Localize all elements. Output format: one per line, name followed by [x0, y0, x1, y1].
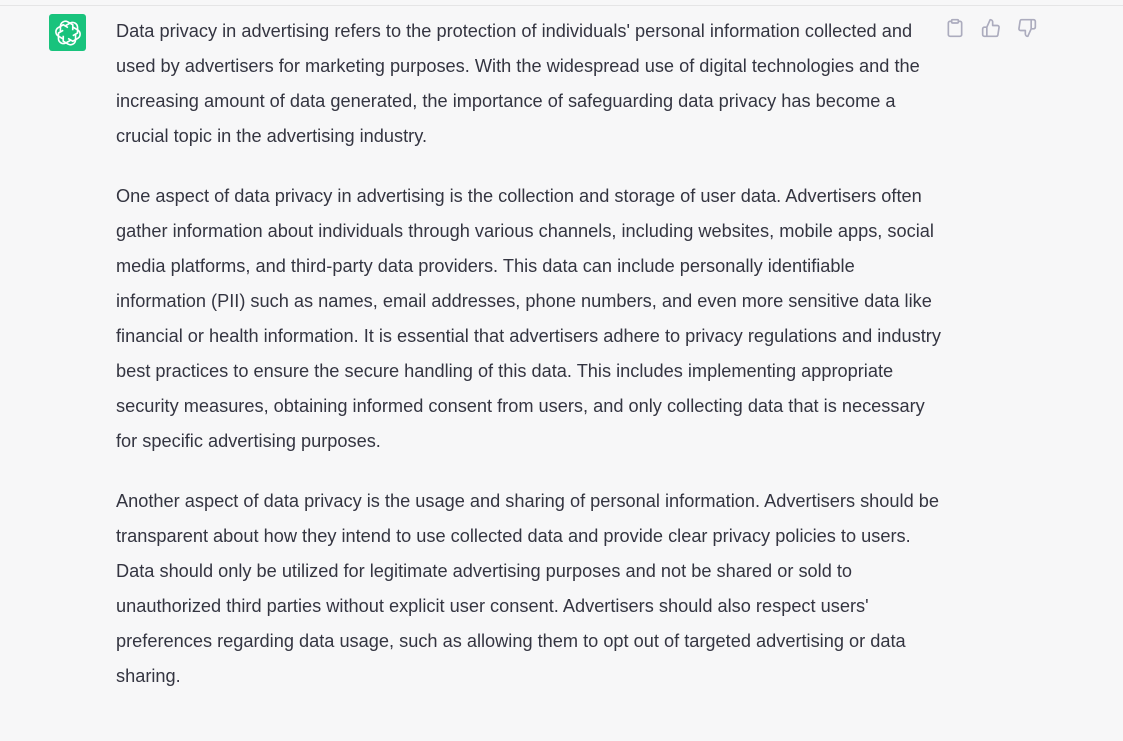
- copy-button[interactable]: [944, 16, 966, 40]
- thumbs-down-icon: [1017, 18, 1037, 38]
- thumbs-up-icon: [981, 18, 1001, 38]
- assistant-avatar: [49, 14, 86, 51]
- thumbs-up-button[interactable]: [980, 16, 1002, 40]
- thumbs-down-button[interactable]: [1016, 16, 1038, 40]
- clipboard-icon: [945, 18, 965, 38]
- message-actions: [944, 16, 1038, 40]
- message-paragraph-1: Data privacy in advertising refers to the protection of individuals' personal information collected and used by advertisers for marketing purposes. With the widespread use of digital technologies and the increasing amount of data generated, the importance of safeguarding data privacy has become a crucial topic in the advertising industry.: [116, 21, 920, 146]
- openai-logo-icon: [55, 20, 81, 46]
- assistant-message: [116, 14, 941, 719]
- message-top-border: [0, 5, 1123, 6]
- message-paragraph-3: Another aspect of data privacy is the usage and sharing of personal information. Advertisers should be transparent about how they intend to use collected data and provide clear privacy policies to users. Data should only be utilized for legitimate advertising purposes and not be shared or sold to unauthorized third parties without explicit user consent. Advertisers should also respect users' preferences regarding data usage, such as allowing them to opt out of targeted advertising or data sharing.: [116, 491, 939, 686]
- message-paragraph-2: One aspect of data privacy in advertising is the collection and storage of user data. Advertisers often gather information about individuals through various channels, including websites, mobile apps, social media platforms, and third-party data providers. This data can include personally identifiable information (PII) such as names, email addresses, phone numbers, and even more sensitive data like financial or health information. It is essential that advertisers adhere to privacy regulations and industry best practices to ensure the secure handling of this data. This includes implementing appropriate security measures, obtaining informed consent from users, and only collecting data that is necessary for specific advertising purposes.: [116, 186, 941, 451]
